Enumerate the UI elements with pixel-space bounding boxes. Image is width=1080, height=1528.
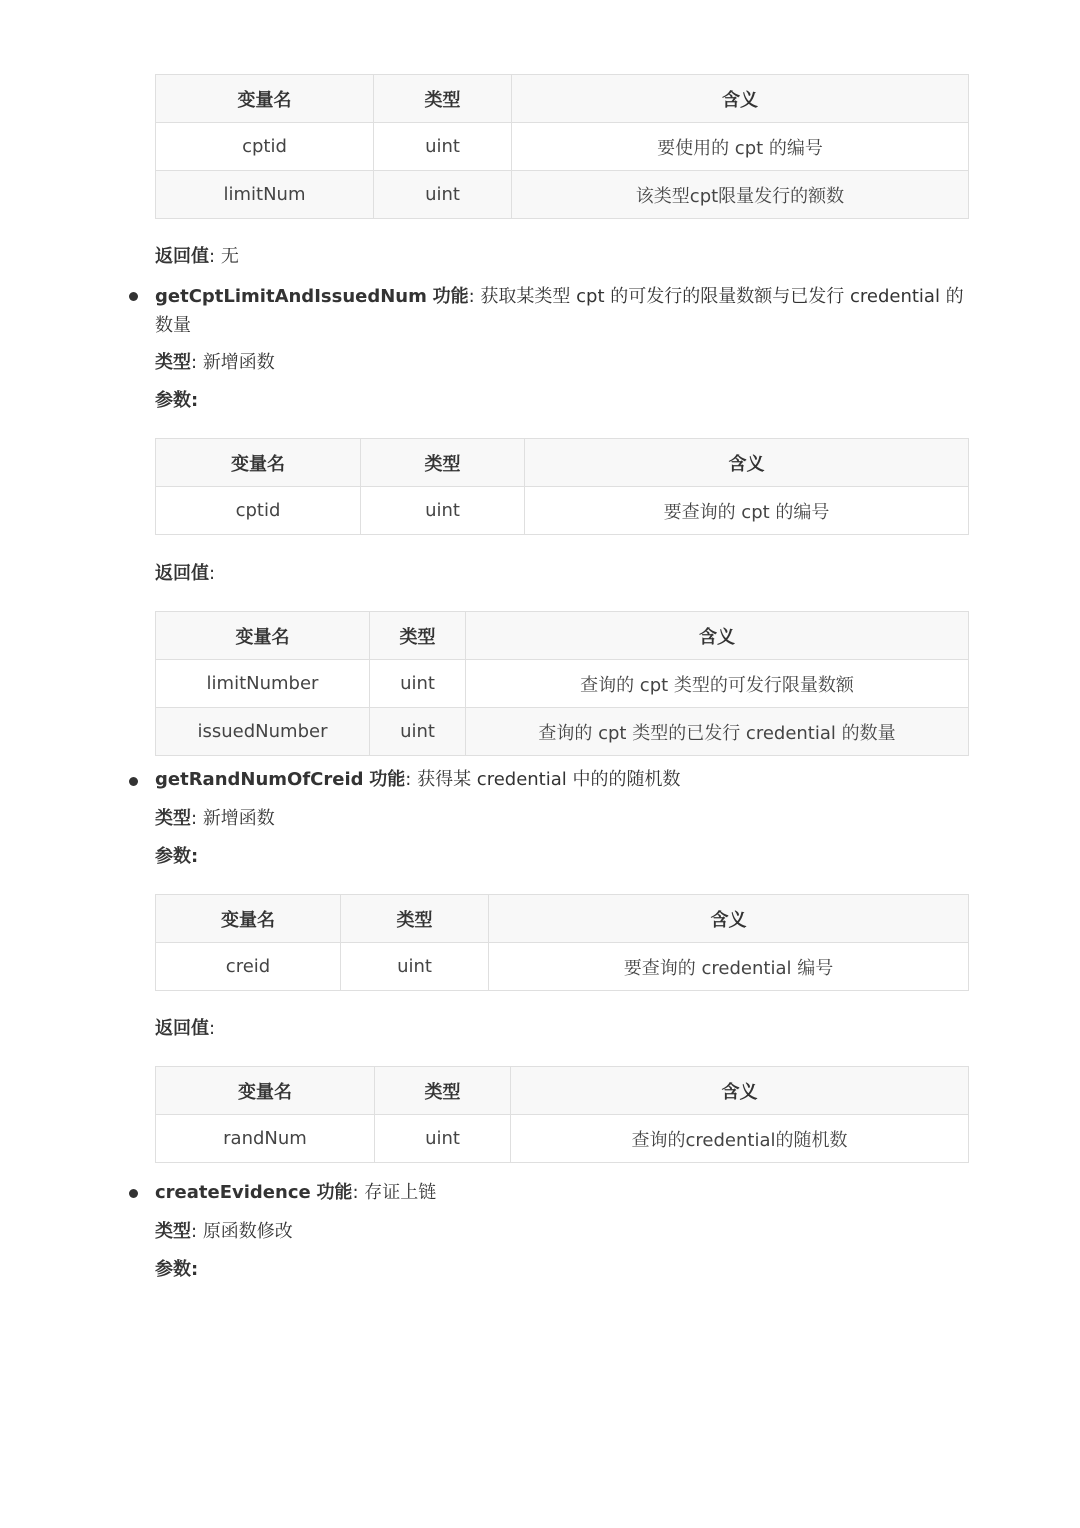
column-header: 含义 xyxy=(466,612,969,660)
colon: : xyxy=(209,1018,216,1039)
return-table xyxy=(155,611,969,756)
function-label: 功能 xyxy=(369,769,406,790)
column-header: 变量名 xyxy=(156,895,341,943)
table-cell: 要查询的 cpt 的编号 xyxy=(525,487,969,535)
return-value-label: 返回值 xyxy=(155,1018,209,1039)
colon: : xyxy=(191,1221,198,1242)
table-row xyxy=(156,171,969,219)
table-cell: cptid xyxy=(156,123,374,171)
params-label: 参数 xyxy=(155,390,191,411)
function-description xyxy=(155,1181,436,1205)
params-line xyxy=(155,389,198,413)
table-cell: uint xyxy=(374,171,512,219)
colon: : xyxy=(191,352,198,373)
column-header: 变量名 xyxy=(156,1067,375,1115)
function-text: 存证上链 xyxy=(364,1182,437,1203)
return-value-label: 返回值 xyxy=(155,246,209,267)
return-value-line xyxy=(155,562,215,586)
colon: : xyxy=(191,808,198,829)
table-row xyxy=(156,660,969,708)
table-header-row xyxy=(156,75,969,123)
colon: : xyxy=(209,563,216,584)
params-table xyxy=(155,894,969,991)
return-table xyxy=(155,1066,969,1163)
return-value-label: 返回值 xyxy=(155,563,209,584)
colon: : xyxy=(191,1259,199,1280)
column-header: 变量名 xyxy=(156,439,361,487)
column-header: 含义 xyxy=(512,75,969,123)
table-row xyxy=(156,1115,969,1163)
function-description xyxy=(155,282,969,340)
bullet-icon xyxy=(129,777,138,786)
table-cell: uint xyxy=(374,123,512,171)
table-cell: randNum xyxy=(156,1115,375,1163)
type-value: 原函数修改 xyxy=(202,1221,293,1242)
table-cell: 查询的 cpt 类型的可发行限量数额 xyxy=(466,660,969,708)
return-value-line xyxy=(155,245,239,269)
variable-table xyxy=(155,74,969,219)
function-name: createEvidence xyxy=(155,1182,311,1203)
table-header-row xyxy=(156,1067,969,1115)
return-value-line xyxy=(155,1017,215,1041)
colon: : xyxy=(191,846,199,867)
table-cell: 该类型cpt限量发行的额数 xyxy=(512,171,969,219)
table-row xyxy=(156,487,969,535)
table-cell: issuedNumber xyxy=(156,708,370,756)
function-label: 功能 xyxy=(316,1182,353,1203)
params-label: 参数 xyxy=(155,846,191,867)
column-header: 含义 xyxy=(489,895,969,943)
table-header-row xyxy=(156,612,969,660)
bullet-icon xyxy=(129,1189,138,1198)
table-cell: uint xyxy=(341,943,489,991)
table-cell: uint xyxy=(370,708,466,756)
column-header: 类型 xyxy=(370,612,466,660)
function-description xyxy=(155,768,681,792)
table-cell: limitNumber xyxy=(156,660,370,708)
type-value: 新增函数 xyxy=(202,808,275,829)
table-row xyxy=(156,943,969,991)
function-name: getCptLimitAndIssuedNum xyxy=(155,286,427,307)
type-line xyxy=(155,351,275,375)
table-cell: 要查询的 credential 编号 xyxy=(489,943,969,991)
column-header: 类型 xyxy=(374,75,512,123)
type-label: 类型 xyxy=(155,808,191,829)
params-line xyxy=(155,845,198,869)
table-cell: creid xyxy=(156,943,341,991)
type-line xyxy=(155,807,275,831)
params-label: 参数 xyxy=(155,1259,191,1280)
colon: : xyxy=(405,769,412,790)
column-header: 类型 xyxy=(361,439,525,487)
colon: : xyxy=(468,286,475,307)
type-line xyxy=(155,1220,293,1244)
type-value: 新增函数 xyxy=(202,352,275,373)
table-cell: uint xyxy=(370,660,466,708)
colon: : xyxy=(209,246,216,267)
params-line xyxy=(155,1258,198,1282)
table-cell: 查询的credential的随机数 xyxy=(511,1115,969,1163)
column-header: 类型 xyxy=(341,895,489,943)
table-cell: limitNum xyxy=(156,171,374,219)
table-header-row xyxy=(156,895,969,943)
bullet-icon xyxy=(129,292,138,301)
table-cell: cptid xyxy=(156,487,361,535)
table-cell: 要使用的 cpt 的编号 xyxy=(512,123,969,171)
type-label: 类型 xyxy=(155,1221,191,1242)
type-label: 类型 xyxy=(155,352,191,373)
params-table xyxy=(155,438,969,535)
table-cell: 查询的 cpt 类型的已发行 credential 的数量 xyxy=(466,708,969,756)
table-cell: uint xyxy=(361,487,525,535)
column-header: 类型 xyxy=(375,1067,511,1115)
table-cell: uint xyxy=(375,1115,511,1163)
column-header: 变量名 xyxy=(156,612,370,660)
colon: : xyxy=(352,1182,359,1203)
table-row xyxy=(156,123,969,171)
column-header: 含义 xyxy=(525,439,969,487)
function-text: 获得某 credential 中的的随机数 xyxy=(417,769,681,790)
function-text: 获取某类型 cpt 的可发行的限量数额与已发行 credential 的数量 xyxy=(155,286,964,336)
table-row xyxy=(156,708,969,756)
function-name: getRandNumOfCreid xyxy=(155,769,364,790)
function-label: 功能 xyxy=(432,286,469,307)
column-header: 变量名 xyxy=(156,75,374,123)
return-value: 无 xyxy=(220,246,239,267)
column-header: 含义 xyxy=(511,1067,969,1115)
colon: : xyxy=(191,390,199,411)
table-header-row xyxy=(156,439,969,487)
